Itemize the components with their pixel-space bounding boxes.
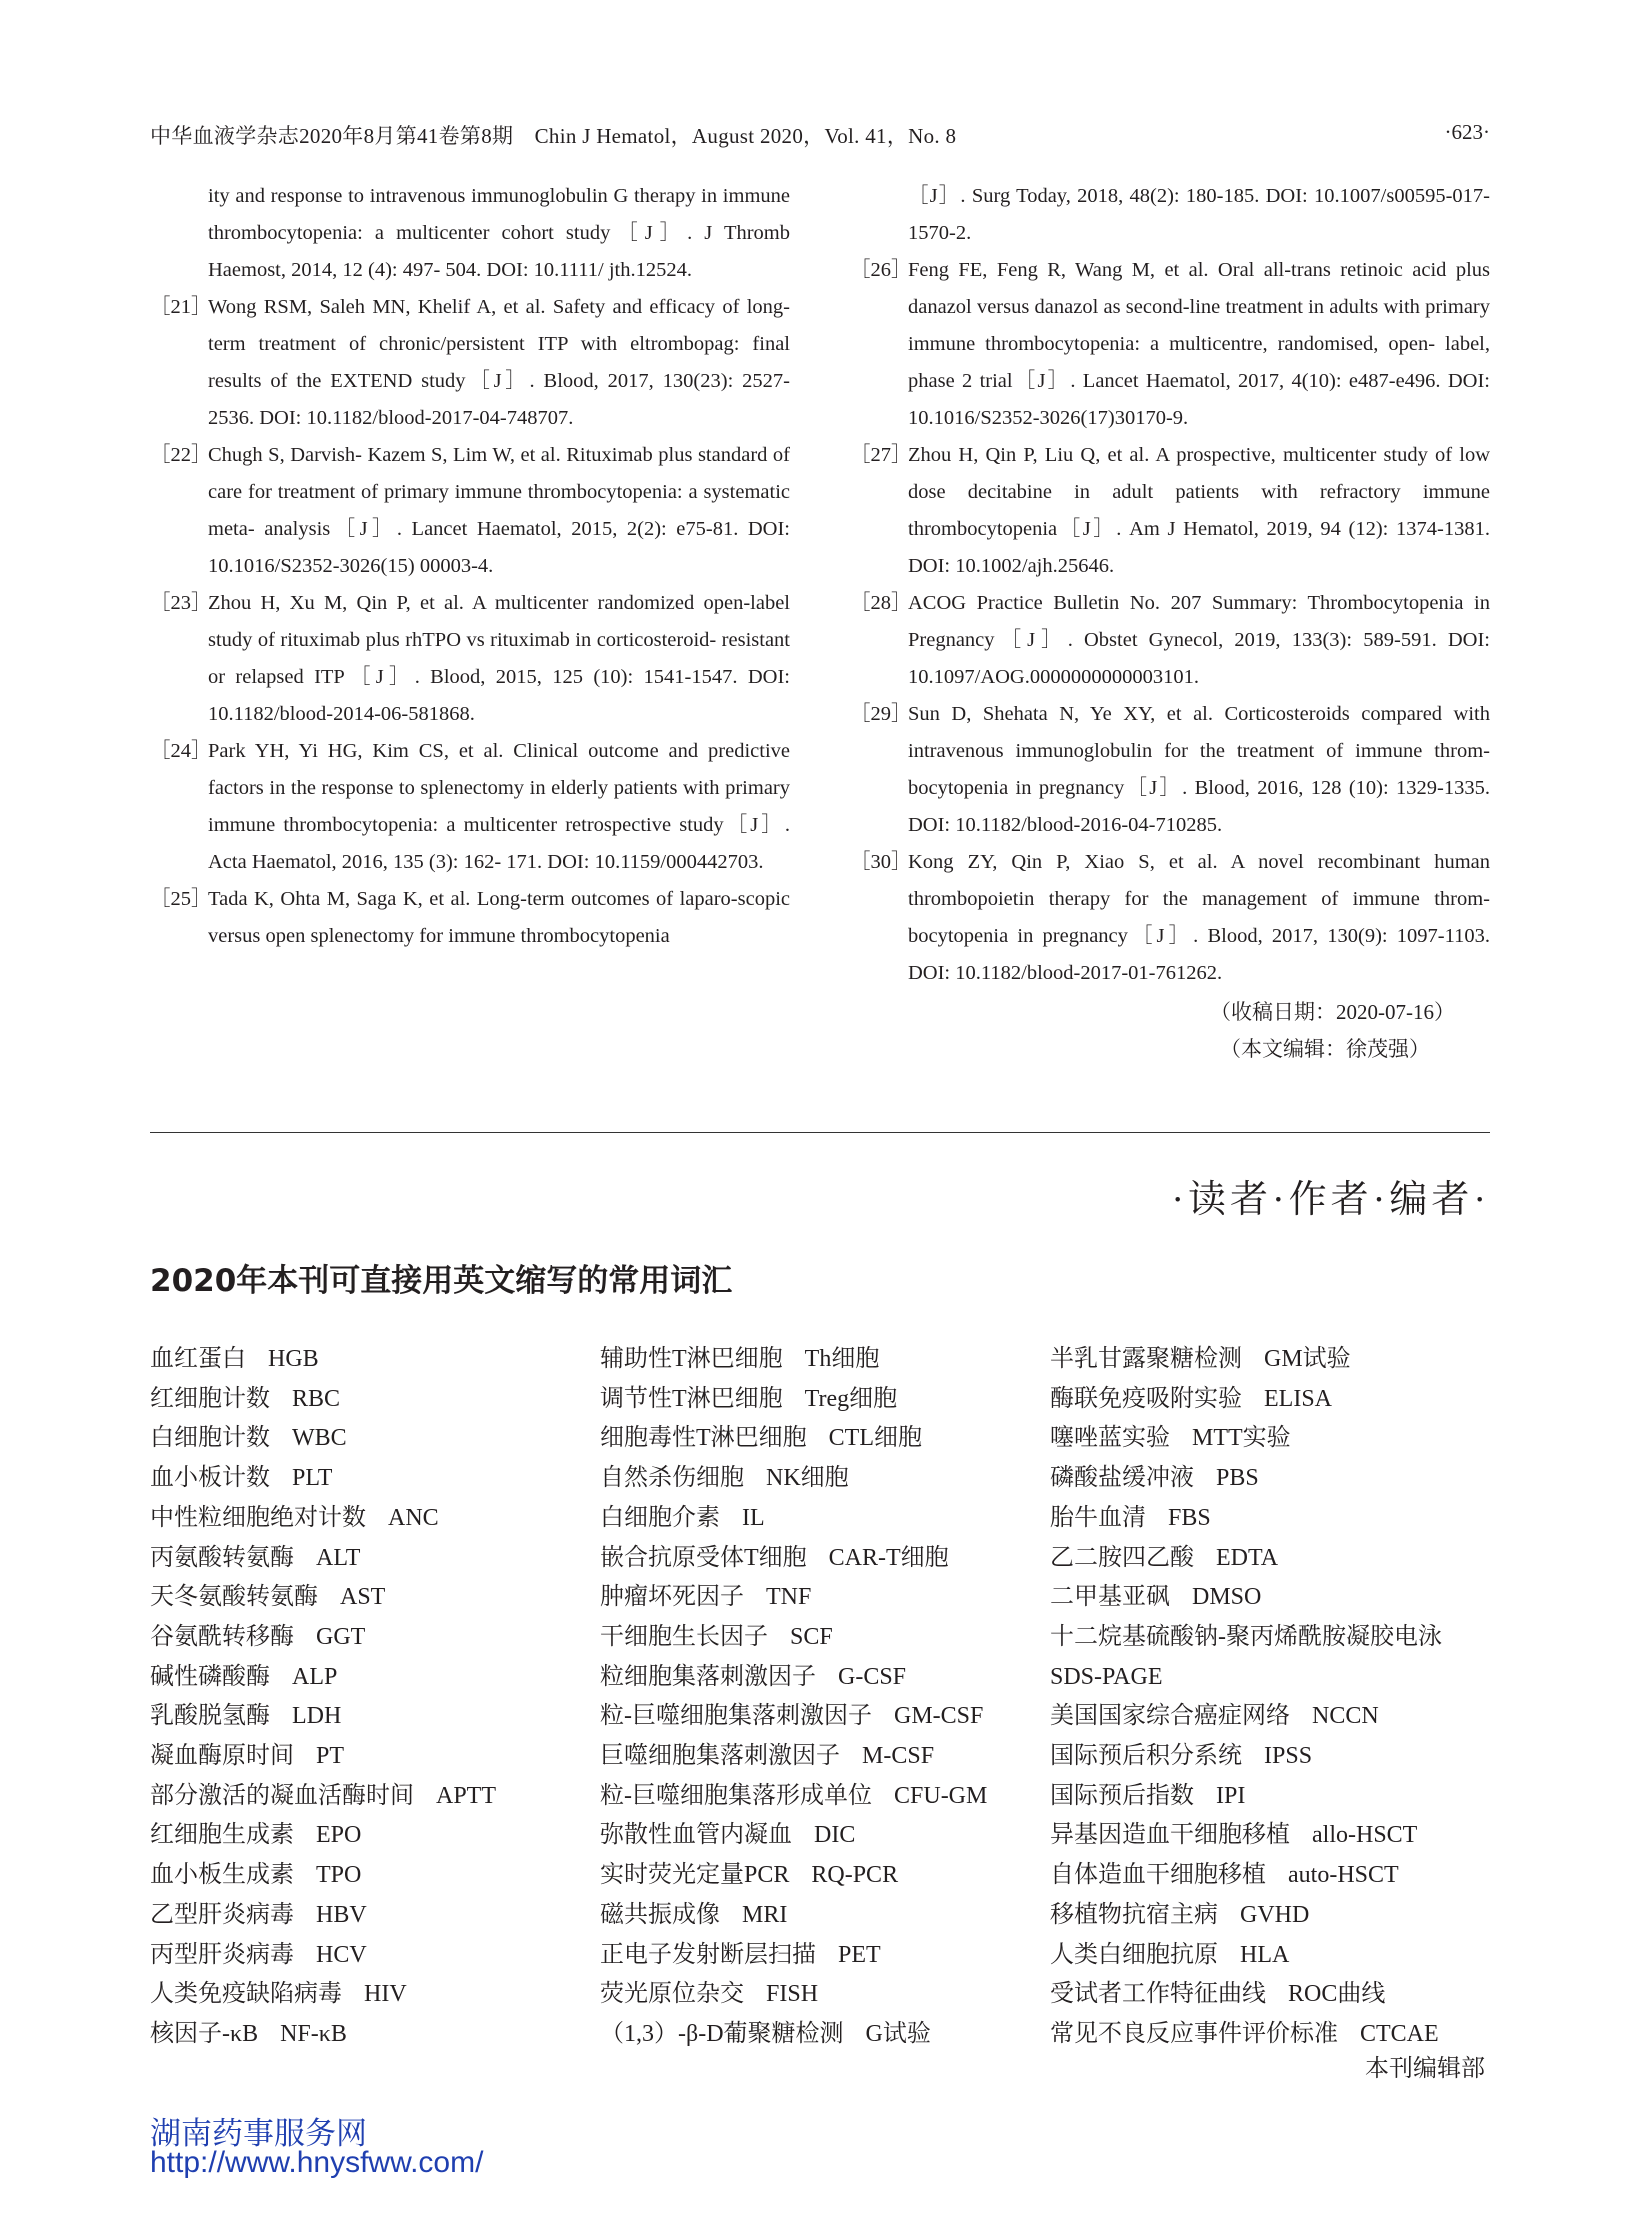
vocab-abbreviation: EDTA xyxy=(1216,1544,1279,1571)
vocab-item xyxy=(1050,1856,1500,1896)
vocab-abbreviation: RBC xyxy=(292,1385,341,1412)
vocab-abbreviation: CFU-GM xyxy=(894,1782,988,1809)
vocab-item xyxy=(150,1975,580,2015)
vocab-item xyxy=(150,1618,580,1658)
vocab-term: 红细胞生成素 xyxy=(150,1822,294,1849)
vocab-term: 自体造血干细胞移植 xyxy=(1050,1862,1266,1889)
references-right-column xyxy=(850,178,1490,992)
vocab-item xyxy=(600,1816,1040,1856)
vocab-term: SDS-PAGE xyxy=(1050,1663,1163,1690)
vocab-item xyxy=(1050,1896,1500,1936)
reference-text: Zhou H, Qin P, Liu Q, et al. A prospective, multicenter study of low dose decitabine in adult patients with refractory immune thrombocytopenia［J］. Am J Hematol, 2019, 94 (12): 1374-1381. DOI: 10.1002/ajh.25646. xyxy=(908,444,1490,577)
vocab-term: 粒细胞集落刺激因子 xyxy=(600,1663,816,1690)
vocab-column-3 xyxy=(1050,1340,1500,2055)
vocab-abbreviation: auto-HSCT xyxy=(1288,1862,1399,1889)
reference-text: Wong RSM, Saleh MN, Khelif A, et al. Safety and efficacy of long-term treatment of chronic/persistent ITP with eltrombopag: final results of the EXTEND study［J］. Blood, 2017, 130(23): 2527-2536. DOI: 10.1182/blood-2017-04-748707. xyxy=(208,296,790,429)
vocab-abbreviation: LDH xyxy=(292,1703,342,1730)
vocab-abbreviation: GVHD xyxy=(1240,1901,1310,1928)
article-editor: （本文编辑：徐茂强） xyxy=(1220,1037,1430,1061)
vocab-term: 噻唑蓝实验 xyxy=(1050,1425,1170,1452)
reference-number: ［30］ xyxy=(850,851,912,873)
vocab-item xyxy=(150,1936,580,1976)
vocab-term: 红细胞计数 xyxy=(150,1385,270,1412)
reference-entry xyxy=(850,585,1490,696)
vocab-abbreviation: CAR-T细胞 xyxy=(828,1544,949,1571)
page-number: ·623· xyxy=(1444,120,1490,144)
vocab-abbreviation: PT xyxy=(316,1743,345,1770)
vocab-term: 磁共振成像 xyxy=(600,1901,720,1928)
vocab-abbreviation: PET xyxy=(838,1941,881,1968)
editorial-signoff: 本刊编辑部 xyxy=(1365,2056,1485,2082)
reference-text: Tada K, Ohta M, Saga K, et al. Long-term outcomes of laparo-scopic versus open splenectomy for immune thrombocytopenia xyxy=(208,888,790,947)
vocab-term: 调节性T淋巴细胞 xyxy=(600,1385,783,1412)
vocab-item xyxy=(600,1618,1040,1658)
vocab-item xyxy=(1050,1816,1500,1856)
vocab-column-2 xyxy=(600,1340,1040,2055)
vocab-abbreviation: HCV xyxy=(316,1941,367,1968)
vocab-term: 血红蛋白 xyxy=(150,1346,246,1372)
reference-text: Zhou H, Xu M, Qin P, et al. A multicenter randomized open-label study of rituximab plus rhTPO vs rituximab in corticosteroid- resistant or relapsed ITP［J］. Blood, 2015, 125 (10): 1541-1547. DOI: 10.1182/blood-2014-06-581868. xyxy=(208,592,790,725)
vocab-item xyxy=(150,1459,580,1499)
vocab-item xyxy=(600,1697,1040,1737)
vocab-item xyxy=(1050,1737,1500,1777)
vocab-term: 核因子-κB xyxy=(150,2020,259,2047)
vocab-term: 自然杀伤细胞 xyxy=(600,1465,744,1492)
vocab-item xyxy=(150,1777,580,1817)
vocab-abbreviation: IPI xyxy=(1216,1782,1246,1809)
vocab-term: 白细胞计数 xyxy=(150,1425,270,1452)
vocab-item xyxy=(600,1856,1040,1896)
reference-text: ity and response to intravenous immunoglobulin G therapy in immune thrombocytopenia: a multicenter cohort study［J］. J Thromb Haemost, 2014, 12 (4): 497- 504. DOI: 10.1111/ jth.12524. xyxy=(208,185,790,281)
vocab-item xyxy=(600,1777,1040,1817)
vocab-item xyxy=(1050,1380,1500,1420)
vocab-item xyxy=(150,1380,580,1420)
vocab-term: 中性粒细胞绝对计数 xyxy=(150,1504,366,1531)
reference-text: Feng FE, Feng R, Wang M, et al. Oral all-trans retinoic acid plus danazol versus danazol as second-line treatment in adults with primary immune thrombocytopenia: a multicentre, randomised, open- label, phase 2 trial［J］. Lancet Haematol, 2017, 4(10): e487-e496. DOI: 10.1016/S2352-3026(17)30170-9. xyxy=(908,259,1490,429)
vocab-abbreviation: FBS xyxy=(1168,1504,1211,1531)
vocab-term: 干细胞生长因子 xyxy=(600,1623,768,1650)
vocab-abbreviation: MTT实验 xyxy=(1192,1425,1291,1452)
vocab-abbreviation: DMSO xyxy=(1192,1584,1262,1611)
vocab-term: 人类白细胞抗原 xyxy=(1050,1941,1218,1968)
watermark-url[interactable]: http://www.hnysfww.com/ xyxy=(150,2146,484,2179)
vocab-abbreviation: TNF xyxy=(766,1584,812,1611)
reference-number: ［21］ xyxy=(150,296,212,318)
vocab-term: 美国国家综合癌症网络 xyxy=(1050,1703,1290,1730)
vocab-term: 胎牛血清 xyxy=(1050,1504,1146,1531)
vocab-item xyxy=(150,2015,580,2055)
reference-text: Kong ZY, Qin P, Xiao S, et al. A novel recombinant human thrombopoietin therapy for the management of immune throm-bocytopenia in pregnancy［J］. Blood, 2017, 130(9): 1097-1103. DOI: 10.1182/blood-2017-01-761262. xyxy=(908,851,1490,984)
vocab-abbreviation: Th细胞 xyxy=(804,1346,880,1372)
vocab-item xyxy=(1050,1975,1500,2015)
vocab-item xyxy=(1050,1578,1500,1618)
received-date: （收稿日期：2020-07-16） xyxy=(1210,1000,1455,1024)
vocab-term: 血小板生成素 xyxy=(150,1862,294,1889)
reference-entry xyxy=(850,252,1490,437)
vocab-abbreviation: FISH xyxy=(766,1981,819,2008)
vocab-abbreviation: IPSS xyxy=(1264,1743,1313,1770)
vocab-term: 乙二胺四乙酸 xyxy=(1050,1544,1194,1571)
vocab-abbreviation: APTT xyxy=(436,1782,496,1809)
vocab-term: 碱性磷酸酶 xyxy=(150,1663,270,1690)
vocab-term: 异基因造血干细胞移植 xyxy=(1050,1822,1290,1849)
vocab-term: 肿瘤坏死因子 xyxy=(600,1584,744,1611)
vocab-abbreviation: MRI xyxy=(742,1901,788,1928)
vocab-term: 丙型肝炎病毒 xyxy=(150,1941,294,1968)
vocab-abbreviation: HLA xyxy=(1240,1941,1290,1968)
vocab-item xyxy=(600,1340,1040,1380)
vocab-item xyxy=(1050,1697,1500,1737)
vocab-item xyxy=(150,1340,580,1380)
reference-entry xyxy=(150,289,790,437)
reference-entry xyxy=(150,881,790,955)
vocab-abbreviation: IL xyxy=(742,1504,765,1531)
reference-entry xyxy=(150,733,790,881)
notice-title: 2020年本刊可直接用英文缩写的常用词汇 xyxy=(150,1263,733,1299)
vocab-item xyxy=(600,1975,1040,2015)
vocab-term: 半乳甘露聚糖检测 xyxy=(1050,1346,1242,1372)
vocab-item xyxy=(150,1816,580,1856)
vocab-abbreviation: TPO xyxy=(316,1862,362,1889)
vocab-abbreviation: ROC曲线 xyxy=(1288,1981,1386,2008)
reference-entry xyxy=(850,437,1490,585)
vocab-term: 乳酸脱氢酶 xyxy=(150,1703,270,1730)
vocab-abbreviation: ELISA xyxy=(1264,1385,1332,1412)
reference-text: Park YH, Yi HG, Kim CS, et al. Clinical outcome and predictive factors in the response to splenectomy in elderly patients with primary immune thrombocytopenia: a multicenter retrospective study［J］. Acta Haematol, 2016, 135 (3): 162- 171. DOI: 10.1159/000442703. xyxy=(208,740,790,873)
reference-entry xyxy=(850,178,1490,252)
reference-number: ［29］ xyxy=(850,703,912,725)
vocab-item xyxy=(600,1936,1040,1976)
vocab-term: 白细胞介素 xyxy=(600,1504,720,1531)
vocab-term: 粒-巨噬细胞集落形成单位 xyxy=(600,1782,872,1809)
vocab-term: 磷酸盐缓冲液 xyxy=(1050,1465,1194,1492)
vocab-abbreviation: CTCAE xyxy=(1360,2020,1439,2047)
reference-number: ［28］ xyxy=(850,592,912,614)
vocab-abbreviation: NF-κB xyxy=(280,2020,347,2047)
vocab-abbreviation: HIV xyxy=(364,1981,407,2008)
vocab-item xyxy=(1050,1499,1500,1539)
vocab-term: 谷氨酰转移酶 xyxy=(150,1623,294,1650)
vocab-abbreviation: AST xyxy=(340,1584,386,1611)
watermark-site-name: 湖南药事服务网 xyxy=(150,2116,367,2152)
vocab-column-1 xyxy=(150,1340,580,2055)
vocab-item xyxy=(150,1737,580,1777)
vocab-item xyxy=(1050,1419,1500,1459)
vocab-term: 细胞毒性T淋巴细胞 xyxy=(600,1425,807,1452)
vocab-abbreviation: HGB xyxy=(268,1346,319,1372)
reference-number: ［25］ xyxy=(150,888,212,910)
vocab-abbreviation: GM-CSF xyxy=(894,1703,984,1730)
reference-entry xyxy=(850,696,1490,844)
vocab-item xyxy=(600,1499,1040,1539)
vocab-item xyxy=(150,1896,580,1936)
journal-citation: 中华血液学杂志2020年8月第41卷第8期 Chin J Hematol，August 2020，Vol. 41，No. 8 xyxy=(150,124,957,148)
vocab-item xyxy=(600,1539,1040,1579)
running-header xyxy=(150,120,1490,158)
vocab-term: 荧光原位杂交 xyxy=(600,1981,744,2008)
vocab-abbreviation: ALP xyxy=(292,1663,338,1690)
reference-text: Sun D, Shehata N, Ye XY, et al. Corticosteroids compared with intravenous immunoglobulin for the treatment of immune throm-bocytopenia in pregnancy［J］. Blood, 2016, 128 (10): 1329-1335. DOI: 10.1182/blood-2016-04-710285. xyxy=(908,703,1490,836)
vocab-term: 巨噬细胞集落刺激因子 xyxy=(600,1743,840,1770)
reference-number: ［27］ xyxy=(850,444,912,466)
reference-number: ［26］ xyxy=(850,259,912,281)
vocab-item xyxy=(600,1578,1040,1618)
reference-entry xyxy=(150,437,790,585)
vocab-abbreviation: HBV xyxy=(316,1901,367,1928)
reference-entry xyxy=(850,844,1490,992)
vocab-item xyxy=(1050,1777,1500,1817)
vocab-item xyxy=(150,1658,580,1698)
vocab-abbreviation: PLT xyxy=(292,1465,333,1492)
reference-number: ［22］ xyxy=(150,444,212,466)
vocab-item xyxy=(600,1658,1040,1698)
vocab-term: 二甲基亚砜 xyxy=(1050,1584,1170,1611)
vocab-item xyxy=(1050,1618,1500,1658)
vocab-item xyxy=(600,1380,1040,1420)
vocab-abbreviation: NK细胞 xyxy=(766,1465,849,1492)
vocab-item xyxy=(150,1499,580,1539)
vocab-item xyxy=(150,1697,580,1737)
vocab-item xyxy=(150,1856,580,1896)
vocab-term: 弥散性血管内凝血 xyxy=(600,1822,792,1849)
vocab-abbreviation: DIC xyxy=(814,1822,856,1849)
vocab-item xyxy=(600,1896,1040,1936)
vocab-term: （1,3）-β-D葡聚糖检测 xyxy=(600,2020,844,2047)
references-left-column xyxy=(150,178,790,955)
vocab-term: 国际预后积分系统 xyxy=(1050,1743,1242,1770)
vocab-item xyxy=(150,1539,580,1579)
vocab-term: 粒-巨噬细胞集落刺激因子 xyxy=(600,1703,872,1730)
vocab-term: 常见不良反应事件评价标准 xyxy=(1050,2020,1338,2047)
vocab-item xyxy=(600,1737,1040,1777)
column-title: ·读者·作者·编者· xyxy=(1171,1179,1490,1221)
vocab-abbreviation: G-CSF xyxy=(838,1663,907,1690)
vocab-item xyxy=(600,1459,1040,1499)
vocab-abbreviation: G试验 xyxy=(865,2020,931,2047)
reference-entry xyxy=(150,585,790,733)
vocab-abbreviation: Treg细胞 xyxy=(804,1385,898,1412)
section-divider xyxy=(150,1132,1490,1133)
vocab-term: 凝血酶原时间 xyxy=(150,1743,294,1770)
vocab-term: 国际预后指数 xyxy=(1050,1782,1194,1809)
vocab-abbreviation: allo-HSCT xyxy=(1312,1822,1418,1849)
vocab-term: 移植物抗宿主病 xyxy=(1050,1901,1218,1928)
vocab-term: 实时荧光定量PCR xyxy=(600,1862,790,1889)
vocab-term: 人类免疫缺陷病毒 xyxy=(150,1981,342,2008)
reference-number: ［24］ xyxy=(150,740,212,762)
vocab-item xyxy=(1050,1340,1500,1380)
vocab-abbreviation: GGT xyxy=(316,1623,366,1650)
vocab-term: 血小板计数 xyxy=(150,1465,270,1492)
reference-text: ACOG Practice Bulletin No. 207 Summary: Thrombocytopenia in Pregnancy［J］. Obstet Gynecol, 2019, 133(3): 589-591. DOI: 10.1097/AOG.0000000000003101. xyxy=(908,592,1490,688)
vocab-term: 十二烷基硫酸钠-聚丙烯酰胺凝胶电泳 xyxy=(1050,1623,1442,1650)
vocab-term: 乙型肝炎病毒 xyxy=(150,1901,294,1928)
vocab-item xyxy=(150,1578,580,1618)
reference-text: Chugh S, Darvish- Kazem S, Lim W, et al. Rituximab plus standard of care for treatment of primary immune thrombocytopenia: a systematic meta- analysis［J］. Lancet Haematol, 2015, 2(2): e75-81. DOI: 10.1016/S2352-3026(15) 00003-4. xyxy=(208,444,790,577)
vocab-term: 天冬氨酸转氨酶 xyxy=(150,1584,318,1611)
vocab-abbreviation: EPO xyxy=(316,1822,362,1849)
vocab-abbreviation: PBS xyxy=(1216,1465,1259,1492)
vocab-abbreviation: SCF xyxy=(790,1623,833,1650)
vocab-item xyxy=(600,2015,1040,2055)
vocab-term: 酶联免疫吸附实验 xyxy=(1050,1385,1242,1412)
vocab-item xyxy=(1050,1658,1500,1698)
vocab-item xyxy=(600,1419,1040,1459)
vocab-abbreviation: ANC xyxy=(388,1504,439,1531)
vocab-abbreviation: CTL细胞 xyxy=(828,1425,922,1452)
vocab-term: 部分激活的凝血活酶时间 xyxy=(150,1782,414,1809)
vocab-abbreviation: NCCN xyxy=(1312,1703,1379,1730)
vocab-abbreviation: M-CSF xyxy=(862,1743,935,1770)
vocab-item xyxy=(1050,1936,1500,1976)
vocab-item xyxy=(1050,1459,1500,1499)
vocab-item xyxy=(150,1419,580,1459)
vocab-term: 丙氨酸转氨酶 xyxy=(150,1544,294,1571)
vocab-abbreviation: WBC xyxy=(292,1425,347,1452)
reference-number: ［23］ xyxy=(150,592,212,614)
reference-entry xyxy=(150,178,790,289)
reference-text: ［J］. Surg Today, 2018, 48(2): 180-185. DOI: 10.1007/s00595-017-1570-2. xyxy=(908,185,1490,244)
vocab-term: 受试者工作特征曲线 xyxy=(1050,1981,1266,2008)
vocab-term: 辅助性T淋巴细胞 xyxy=(600,1346,783,1372)
vocab-term: 正电子发射断层扫描 xyxy=(600,1941,816,1968)
vocab-abbreviation: GM试验 xyxy=(1264,1346,1351,1372)
vocab-term: 嵌合抗原受体T细胞 xyxy=(600,1544,807,1571)
vocab-abbreviation: ALT xyxy=(316,1544,361,1571)
vocab-item xyxy=(1050,1539,1500,1579)
vocab-abbreviation: RQ-PCR xyxy=(811,1862,899,1889)
